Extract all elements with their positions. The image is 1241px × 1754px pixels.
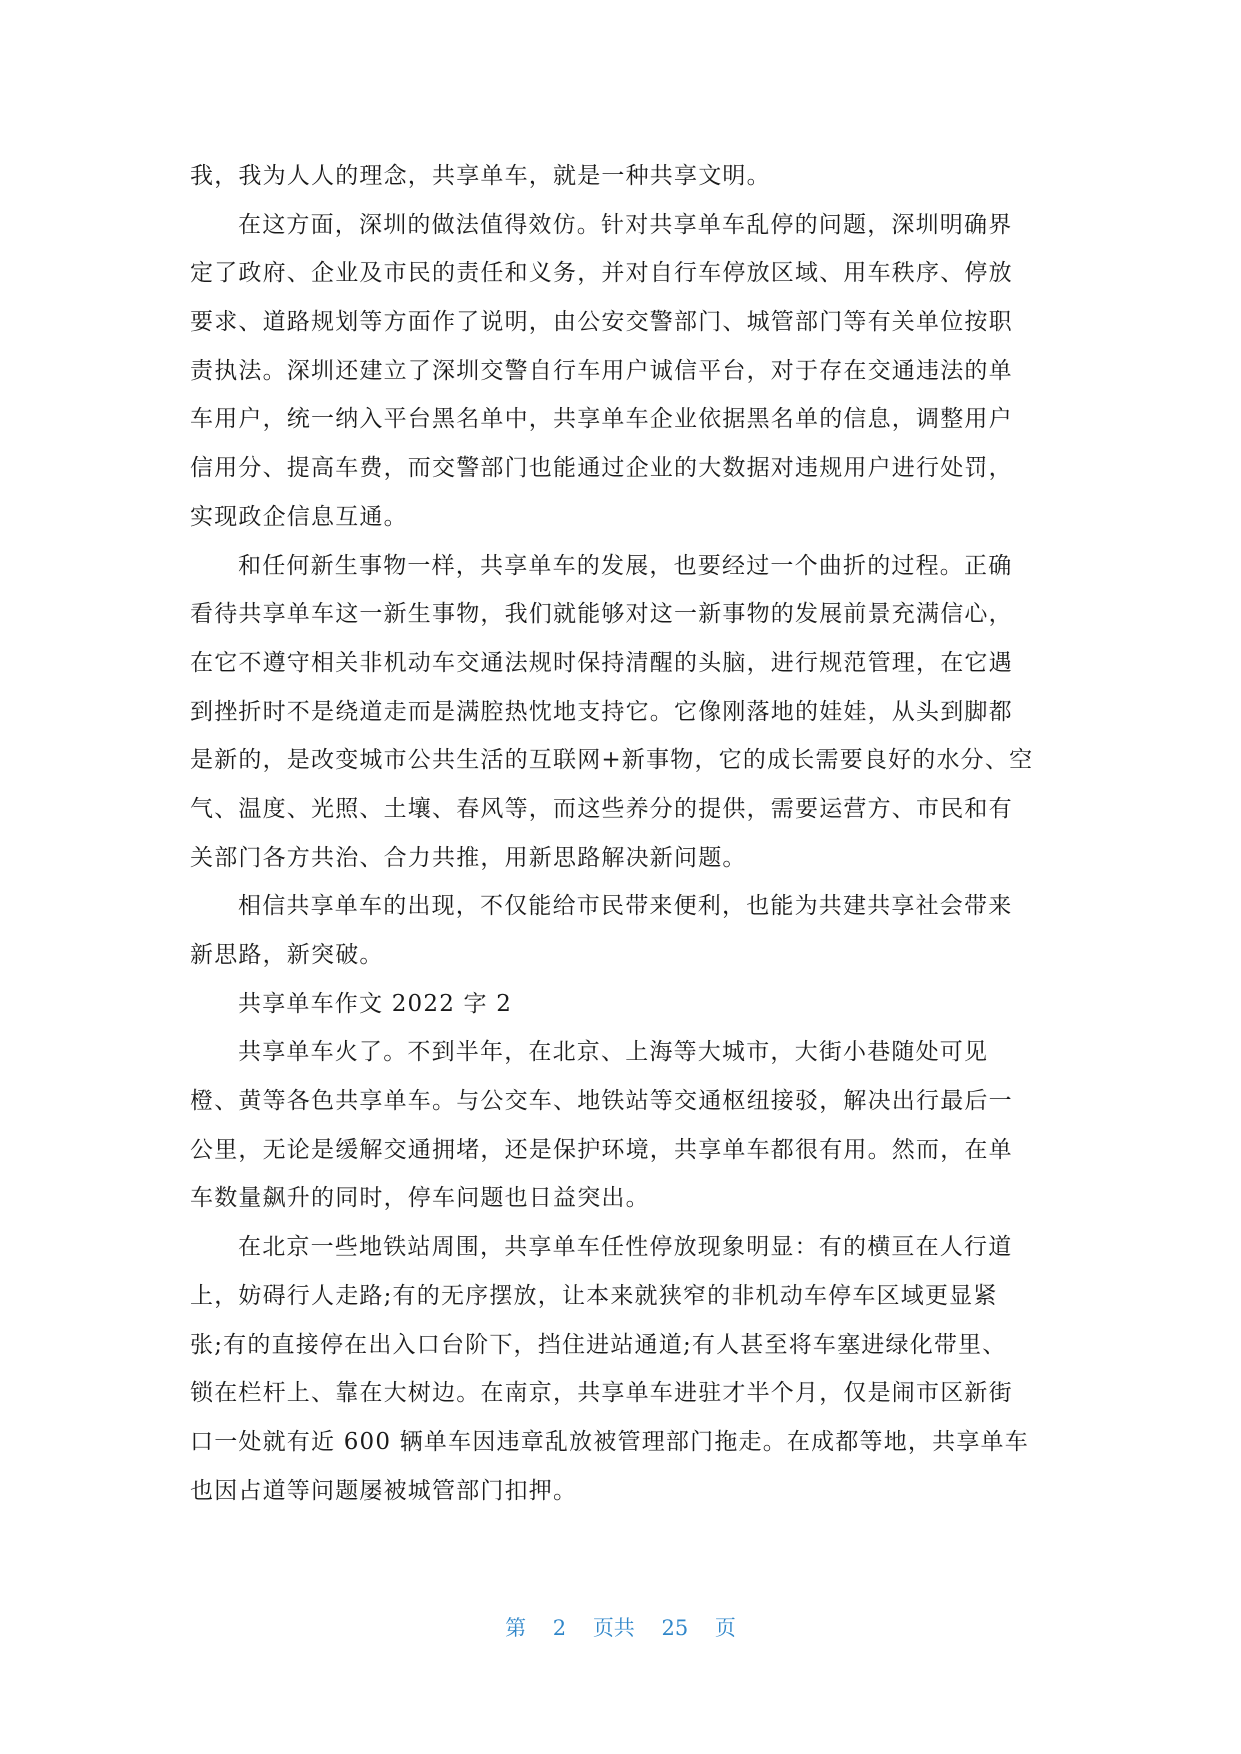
text-line: 看待共享单车这一新生事物，我们就能够对这一新事物的发展前景充满信心，	[190, 601, 1013, 628]
text-line: 车用户，统一纳入平台黑名单中，共享单车企业依据黑名单的信息，调整用户	[190, 406, 1013, 433]
text-line: 也因占道等问题屡被城管部门扣押。	[190, 1477, 578, 1504]
text-line: 是新的，是改变城市公共生活的互联网+新事物，它的成长需要良好的水分、空	[190, 747, 1034, 774]
text-line: 气、温度、光照、土壤、春风等，而这些养分的提供，需要运营方、市民和有	[190, 795, 1013, 822]
text-line: 张;有的直接停在出入口台阶下，挡住进站通道;有人甚至将车塞进绿化带里、	[190, 1331, 1007, 1358]
text-line: 信用分、提高车费，而交警部门也能通过企业的大数据对违规用户进行处罚，	[190, 455, 1013, 482]
text-line: 关部门各方共治、合力共推，用新思路解决新问题。	[190, 844, 747, 871]
document-body	[190, 152, 1050, 1515]
text-line: 定了政府、企业及市民的责任和义务，并对自行车停放区域、用车秩序、停放	[190, 260, 1013, 287]
text-line: 共享单车火了。不到半年，在北京、上海等大城市，大街小巷随处可见	[238, 1039, 989, 1066]
footer-prefix: 第	[505, 1616, 527, 1640]
footer-suffix: 页	[714, 1616, 736, 1640]
text-line: 在它不遵守相关非机动车交通法规时保持清醒的头脑，进行规范管理，在它遇	[190, 649, 1013, 676]
text-line: 新思路，新突破。	[190, 942, 384, 968]
text-line: 车数量飙升的同时，停车问题也日益突出。	[190, 1185, 650, 1212]
page-footer	[0, 1612, 1241, 1642]
text-line: 责执法。深圳还建立了深圳交警自行车用户诚信平台，对于存在交通违法的单	[190, 357, 1013, 384]
text-line: 在北京一些地铁站周围，共享单车任性停放现象明显：有的横亘在人行道	[238, 1234, 1013, 1261]
text-line: 实现政企信息互通。	[190, 503, 408, 530]
footer-total-pages: 25	[661, 1616, 689, 1640]
text-line: 共享单车作文 2022 字 2	[238, 990, 513, 1017]
text-line: 橙、黄等各色共享单车。与公交车、地铁站等交通枢纽接驳，解决出行最后一	[190, 1088, 1013, 1115]
text-line: 公里，无论是缓解交通拥堵，还是保护环境，共享单车都很有用。然而，在单	[190, 1136, 1013, 1163]
text-line: 和任何新生事物一样，共享单车的发展，也要经过一个曲折的过程。正确	[238, 552, 1013, 579]
text-line: 上，妨碍行人走路;有的无序摆放，让本来就狭窄的非机动车停车区域更显紧	[190, 1282, 998, 1309]
text-line: 在这方面，深圳的做法值得效仿。针对共享单车乱停的问题，深圳明确界	[238, 211, 1013, 238]
footer-current-page: 2	[552, 1616, 567, 1640]
text-line: 要求、道路规划等方面作了说明，由公安交警部门、城管部门等有关单位按职	[190, 309, 1013, 336]
footer-middle: 页共	[592, 1616, 635, 1640]
text-line: 口一处就有近 600 辆单车因违章乱放被管理部门拖走。在成都等地，共享单车	[190, 1428, 1029, 1455]
text-line: 相信共享单车的出现，不仅能给市民带来便利，也能为共建共享社会带来	[238, 893, 1013, 920]
text-line: 我，我为人人的理念，共享单车，就是一种共享文明。	[190, 163, 771, 189]
text-line: 锁在栏杆上、靠在大树边。在南京，共享单车进驻才半个月，仅是闹市区新街	[190, 1380, 1013, 1407]
text-line: 到挫折时不是绕道走而是满腔热忱地支持它。它像刚落地的娃娃，从头到脚都	[190, 698, 1013, 725]
